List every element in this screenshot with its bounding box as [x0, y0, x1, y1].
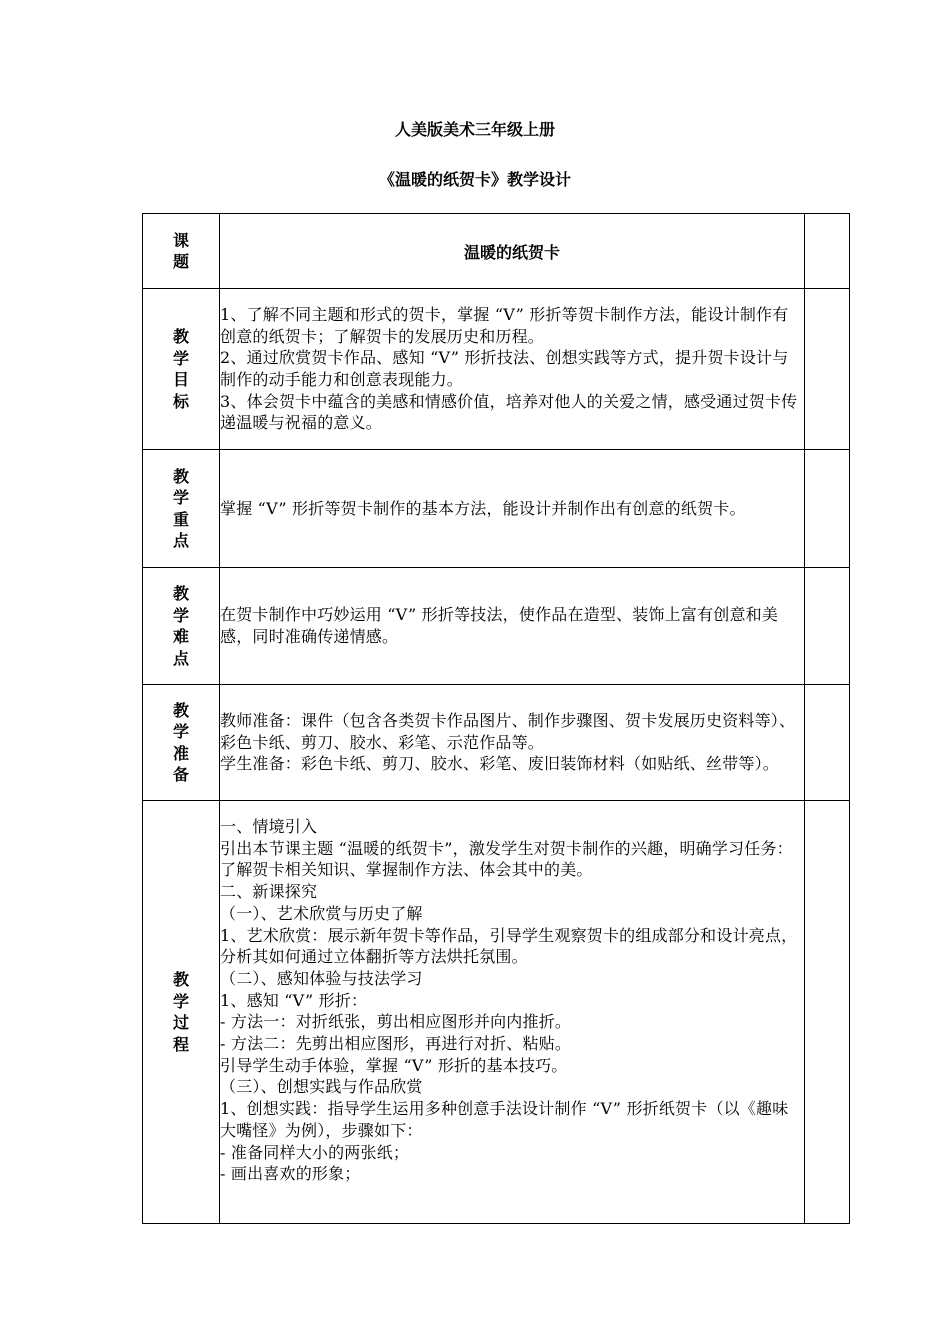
row-label-topic: 课 题: [143, 214, 220, 289]
row-content-process: 一、情境引入 引出本节课主题 “温暖的纸贺卡”，激发学生对贺卡制作的兴趣，明确学习任务：了解贺卡相关知识、掌握制作方法、体会其中的美。 二、新课探究 （一）、艺术欣赏与历史了解 1、艺术欣赏：展示新年贺卡等作品，引导学生观察贺卡的组成部分和设计亮点，分析其如何通过立体翻折等方法烘托氛围。 （二）、感知体验与技法学习 1、感知 “V” 形折： - 方法一：对折纸张，剪出相应图形并向内推折。 - 方法二：先剪出相应图形，再进行对折、粘贴。 引导学生动手体验，掌握 “V” 形折的基本技巧。 （三）、创想实践与作品欣赏 1、创想实践：指导学生运用多种创意手法设计制作 “V” 形折纸贺卡（以《趣味大嘴怪》为例），步骤如下： - 准备同样大小的两张纸； - 画出喜欢的形象；: [220, 801, 805, 1224]
row-label-key-points: 教 学 重 点: [143, 450, 220, 568]
row-label-preparation: 教 学 准 备: [143, 685, 220, 801]
row-label-difficulties: 教 学 难 点: [143, 568, 220, 685]
row-content-key-points: 掌握 “V” 形折等贺卡制作的基本方法，能设计并制作出有创意的纸贺卡。: [220, 450, 805, 568]
empty-cell: [805, 450, 850, 568]
row-label-process: 教 学 过 程: [143, 801, 220, 1224]
lesson-plan-table: [142, 213, 850, 1224]
row-content-objectives: 1、了解不同主题和形式的贺卡，掌握 “V” 形折等贺卡制作方法，能设计制作有创意的纸贺卡；了解贺卡的发展历史和历程。 2、通过欣赏贺卡作品、感知 “V” 形折技法、创想实践等方式，提升贺卡设计与制作的动手能力和创意表现能力。 3、体会贺卡中蕴含的美感和情感价值，培养对他人的关爱之情，感受通过贺卡传递温暖与祝福的意义。: [220, 289, 805, 450]
empty-cell: [805, 289, 850, 450]
empty-cell: [805, 685, 850, 801]
empty-cell: [805, 568, 850, 685]
row-content-topic: 温暖的纸贺卡: [220, 214, 805, 289]
row-label-objectives: 教 学 目 标: [143, 289, 220, 450]
document-title: 人美版美术三年级上册: [394, 120, 555, 139]
table-row-topic: [143, 214, 850, 289]
table-row-process: [143, 801, 850, 1224]
row-content-preparation: 教师准备：课件（包含各类贺卡作品图片、制作步骤图、贺卡发展历史资料等）、彩色卡纸、剪刀、胶水、彩笔、示范作品等。 学生准备：彩色卡纸、剪刀、胶水、彩笔、废旧装饰材料（如贴纸、丝带等）。: [220, 685, 805, 801]
empty-cell: [805, 801, 850, 1224]
table-row-preparation: [143, 685, 850, 801]
document-subtitle: 《温暖的纸贺卡》教学设计: [378, 170, 571, 189]
table-row-objectives: [143, 289, 850, 450]
empty-cell: [805, 214, 850, 289]
row-content-difficulties: 在贺卡制作中巧妙运用 “V” 形折等技法，使作品在造型、装饰上富有创意和美感，同时准确传递情感。: [220, 568, 805, 685]
table-row-key-points: [143, 450, 850, 568]
table-row-difficulties: [143, 568, 850, 685]
